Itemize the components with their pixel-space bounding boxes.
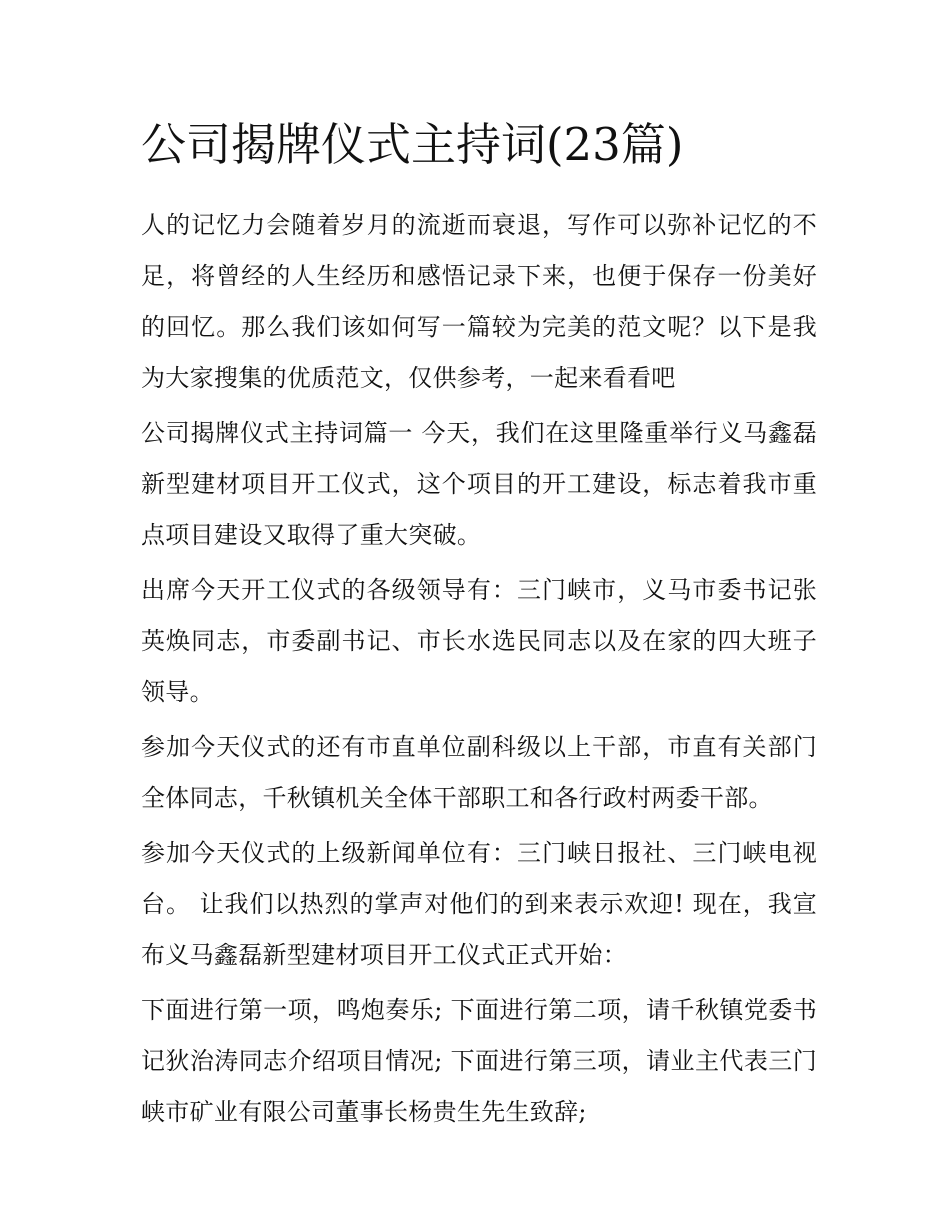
paragraph-intro: 人的记忆力会随着岁月的流逝而衰退，写作可以弥补记忆的不足，将曾经的人生经历和感悟记录下来，也便于保存一份美好的回忆。那么我们该如何写一篇较为完美的范文呢？以下是我为大家搜集的优质范文，仅供参考，一起来看看吧 [141, 211, 817, 392]
document-title: 公司揭牌仪式主持词(23篇) [141, 118, 684, 171]
paragraph-opening: 公司揭牌仪式主持词篇一 今天，我们在这里隆重举行义马鑫磊新型建材项目开工仪式，这个项目的开工建设，标志着我市重点项目建设又取得了重大突破。 [141, 419, 817, 549]
paragraph-agenda: 下面进行第一项，鸣炮奏乐; 下面进行第二项，请千秋镇党委书记狄治涛同志介绍项目情况; 下面进行第三项，请业主代表三门峡市矿业有限公司董事长杨贵生先生致辞; [141, 996, 817, 1126]
paragraph-media: 参加今天仪式的上级新闻单位有：三门峡日报社、三门峡电视台。 让我们以热烈的掌声对他们的到来表示欢迎! 现在，我宣布义马鑫磊新型建材项目开工仪式正式开始： [141, 839, 817, 969]
paragraph-leaders: 出席今天开工仪式的各级领导有：三门峡市，义马市委书记张英焕同志，市委副书记、市长水选民同志以及在家的四大班子领导。 [141, 576, 817, 706]
paragraph-attendees: 参加今天仪式的还有市直单位副科级以上干部，市直有关部门全体同志，千秋镇机关全体干部职工和各行政村两委干部。 [141, 733, 817, 812]
document-body [141, 112, 817, 1142]
